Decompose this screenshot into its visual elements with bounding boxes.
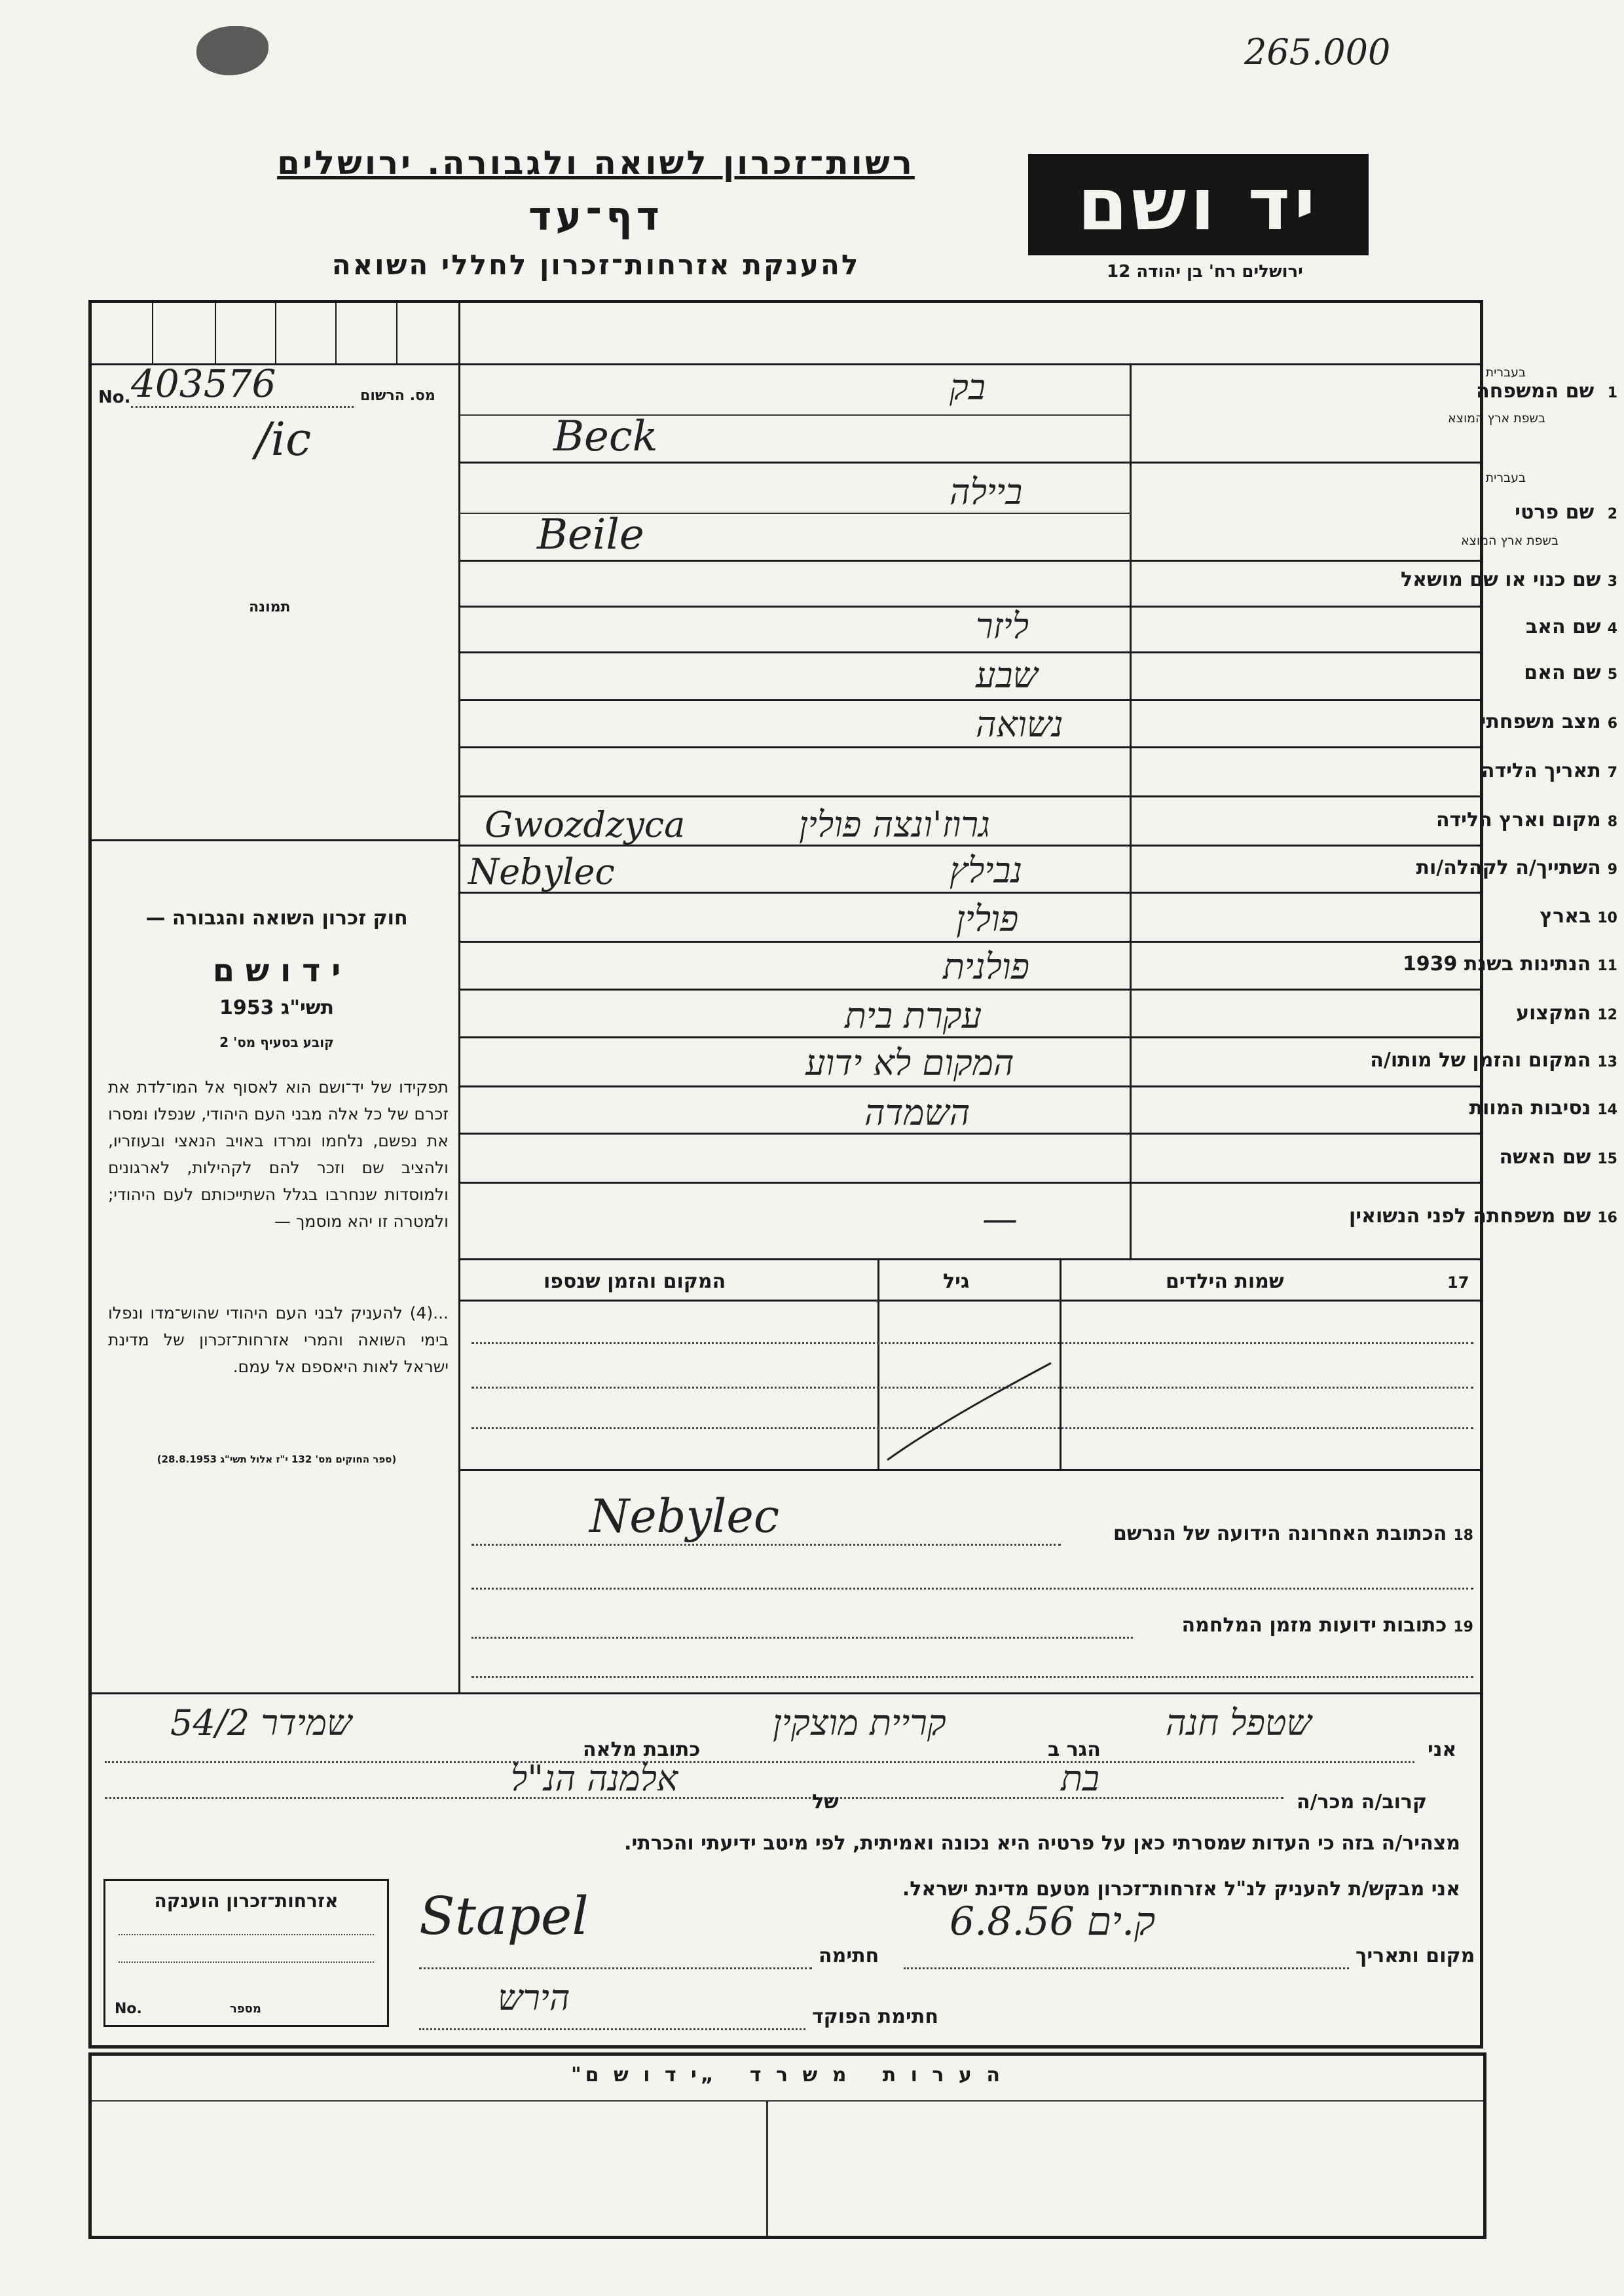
field-nickname: 3שם כנוי או שם מושאל — [1401, 568, 1617, 591]
country-value: פולין — [956, 898, 1019, 939]
field-citizenship-1939: 11הנתינות בשנת 1939 — [1402, 953, 1617, 975]
field-birth-date: 7תאריך הלידה — [1481, 759, 1617, 782]
signature-value: Stapel — [419, 1886, 589, 1946]
field-death-place: 13המקום והזמן של מותו/ה — [1370, 1049, 1617, 1072]
children-num: 17 — [1447, 1273, 1469, 1292]
witness-address-value: שמידר 54/2 — [170, 1702, 352, 1743]
remarks-col-divider — [766, 2102, 768, 2236]
ink-blot — [196, 26, 268, 75]
officer-dots — [419, 2028, 805, 2030]
row4-border — [460, 651, 1482, 653]
place-date-label: מקום ותאריך — [1356, 1944, 1475, 1967]
photo-label: תמונה — [249, 599, 291, 615]
law-name: י ד ו ש ם — [212, 953, 341, 989]
citizenship-box-no: No. — [115, 2001, 142, 2017]
children-crossout — [881, 1355, 1058, 1467]
first-name-native: Beile — [537, 511, 644, 559]
death-circumstances-value: השמדה — [864, 1092, 970, 1133]
witness-top-border — [88, 1692, 1483, 1694]
children-bottom-border — [460, 1469, 1482, 1471]
row3-border — [460, 606, 1482, 608]
community-latin: Nebylec — [468, 851, 615, 892]
row7-border — [460, 795, 1482, 797]
children-col-divider-1 — [877, 1258, 879, 1469]
law-year: תשי"ג 1953 — [219, 996, 335, 1019]
registration-row-border — [88, 363, 1483, 365]
reg-no-label: No. — [98, 388, 131, 407]
witness-declaration: מצהיר/ה בזה כי העדות שמסרתי כאן על פרטיה היא נכונה ואמיתית, לפי מיטב ידיעתי והכרתי. — [624, 1832, 1460, 1855]
law-title: חוק זכרון השואה והגבורה — — [145, 907, 408, 930]
citizenship-box-line-2 — [119, 1961, 374, 1963]
institution-name: רשות־זכרון לשואה ולגבורה. ירושלים — [277, 144, 915, 182]
field-1-num: 1 — [1607, 385, 1617, 401]
death-place-value: המקום לא ידוע — [805, 1042, 1014, 1084]
row11-border — [460, 989, 1482, 991]
witness-line-1 — [105, 1761, 1414, 1763]
field-first-name: 2 שם פרטי בעברית בשפת ארץ המוצא — [1460, 471, 1617, 548]
children-names-header: שמות הילדים — [1166, 1270, 1284, 1293]
witness-ani: אני — [1428, 1738, 1457, 1761]
family-name-native: Beck — [553, 412, 658, 461]
maiden-name-value: — — [982, 1198, 1018, 1239]
reg-box-2 — [215, 301, 216, 363]
remarks-header-line — [92, 2100, 1483, 2102]
address-line: ירושלים רח' בן יהודה 12 — [1107, 262, 1303, 282]
field-wife-name: 15שם האשה — [1499, 1146, 1617, 1169]
row16-border — [460, 1258, 1482, 1260]
place-date-dots — [904, 1967, 1349, 1969]
witness-full-address: כתובת מלאה — [583, 1738, 701, 1761]
field-birth-place: 8מקום וארץ הלידה — [1435, 809, 1617, 831]
reg-no-value: 403576 — [131, 361, 276, 406]
form-bottom-border — [88, 2045, 1483, 2049]
field-family-name: 1 שם המשפחה בעברית בשפת ארץ המוצא — [1447, 365, 1617, 426]
witness-line-2 — [105, 1797, 1283, 1799]
father-name-value: ליזר — [976, 606, 1029, 647]
remarks-title: ה ע ר ו ת מ ש ר ד „י ד ו ש ם" — [571, 2064, 1004, 2086]
citizenship-box-number-label: מספר — [230, 2002, 261, 2016]
form-name: דף־עד — [528, 194, 663, 240]
place-date-value: ק.ים 6.8.56 — [950, 1899, 1156, 1944]
witness-name-value: שטפל חנה — [1166, 1702, 1312, 1743]
community-value: נבילץ — [950, 850, 1023, 891]
field-maiden-name: 16שם משפחתה לפני הנשואין — [1348, 1205, 1617, 1228]
war-address-dots-2 — [471, 1676, 1473, 1678]
children-row-1 — [471, 1342, 1473, 1344]
field-country: 10בארץ — [1540, 905, 1617, 928]
witness-lives-in: הגר ב — [1048, 1738, 1101, 1761]
form-top-border — [88, 300, 1483, 303]
row5-border — [460, 699, 1482, 701]
field-occupation: 12המקצוע — [1516, 1002, 1617, 1025]
witness-request: אני מבקש/ת להעניק לנ"ל אזרחות־זכרון מטעם מדינת ישראל. — [902, 1878, 1460, 1901]
law-paragraph-2: ...(4) להעניק לבני העם היהודי שהוש־מדו ונפלו בימי השואה והמרי אזרחות־זכרון של מדינת ישראל לאות היאספם אל עמם. — [108, 1303, 449, 1376]
children-header-border — [460, 1300, 1482, 1302]
field-mother-name: 5שם האם — [1524, 661, 1617, 684]
reg-label: מס. הרשום — [360, 388, 435, 404]
sidebar-divider — [458, 301, 460, 1692]
witness-of-label: של — [812, 1791, 839, 1813]
last-address-dots — [471, 1544, 1061, 1546]
citizenship-box — [103, 1879, 389, 2027]
row10-border — [460, 941, 1482, 943]
form-purpose: להענקת אזרחות־זכרון לחללי השואה — [331, 249, 860, 281]
row1-border — [460, 462, 1482, 464]
yad-vashem-logo: יד ושם — [1028, 154, 1369, 255]
row13-border — [460, 1085, 1482, 1087]
label-column-divider — [1130, 363, 1132, 1260]
field-marital-status: 6מצב משפחתי — [1480, 710, 1617, 733]
reg-no-dots — [131, 406, 354, 408]
birth-place-latin: Gwozdzyca — [485, 804, 686, 845]
war-address-dots — [471, 1637, 1133, 1639]
family-name-hebrew: בק — [950, 367, 986, 408]
last-address-dots-2 — [471, 1588, 1473, 1590]
marital-status-value: נשואה — [976, 704, 1063, 745]
officer-value: הירש — [498, 1977, 570, 2018]
row2-border — [460, 560, 1482, 562]
witness-city-value: קריית מוצקין — [773, 1702, 946, 1743]
signature-label: חתימה — [819, 1944, 879, 1967]
law-source: (ספר החוקים מס' 132 י"ז אלול תשי"ג 28.8.1953) — [157, 1453, 397, 1465]
row12-border — [460, 1036, 1482, 1038]
witness-relative: קרוב/ה מכר/ה — [1297, 1791, 1428, 1813]
witness-relation-value: בת — [1061, 1758, 1099, 1799]
field-last-address: 18הכתובת האחרונה הידועה של הנרשם — [1113, 1522, 1473, 1545]
field-war-address: 19כתובות ידועות מזמן המלחמה — [1181, 1614, 1473, 1637]
archive-number: 265.000 — [1244, 31, 1391, 73]
remarks-box — [88, 2052, 1486, 2239]
children-col-divider-2 — [1060, 1258, 1061, 1469]
citizenship-value: פולנית — [943, 946, 1030, 987]
mother-name-value: שבע — [976, 655, 1038, 696]
row15-border — [460, 1182, 1482, 1184]
first-name-hebrew: ביילה — [950, 471, 1023, 513]
reg-box-5 — [396, 301, 397, 363]
officer-label: חתימת הפוקד — [812, 2005, 938, 2028]
occupation-value: עקרת בית — [845, 995, 982, 1036]
citizenship-box-title: אזרחות־זכרון הוענקה — [154, 1890, 339, 1912]
last-address-value: Nebylec — [589, 1489, 780, 1543]
form-left-border — [88, 300, 92, 2048]
field-community: 9השתייך/ה לקהלה/ות — [1416, 856, 1617, 879]
citizenship-box-line-1 — [119, 1934, 374, 1935]
law-box-top-border — [88, 839, 460, 841]
law-clause: קובע בסעיף מס' 2 — [219, 1034, 334, 1050]
children-age-header: גיל — [943, 1270, 970, 1293]
birth-place-value: גרוז'ונצה פולין — [799, 804, 990, 845]
children-place-header: המקום והזמן שנספו — [544, 1270, 726, 1293]
witness-of-value: אלמנה הנ"ל — [511, 1758, 678, 1799]
reg-box-1 — [152, 301, 153, 363]
row6-border — [460, 746, 1482, 748]
reg-box-3 — [275, 301, 276, 363]
law-paragraph-1: תפקידו של יד־ושם הוא לאסוף אל המו־לדת את זכרם של כל אלה מבני העם היהודי, שנפלו ומסרו את נפשם, נלחמו ומרדו באויב הנאצי ובעוזריו, ולהציב שם וזכר להם לקהילות, לארגונים ולמוסדות שנחרבו בגלל השתייכותם לעם היהודי; ולמטרה זו יהא מוסמך — — [108, 1078, 449, 1231]
row14-border — [460, 1133, 1482, 1135]
field-father-name: 4שם האב — [1525, 615, 1617, 638]
reg-box-4 — [335, 301, 337, 363]
signature-dots — [419, 1967, 812, 1969]
field-death-circumstances: 14נסיבות המוות — [1469, 1097, 1617, 1120]
form-right-border — [1480, 300, 1483, 2048]
reg-mark: /ic — [255, 412, 312, 466]
